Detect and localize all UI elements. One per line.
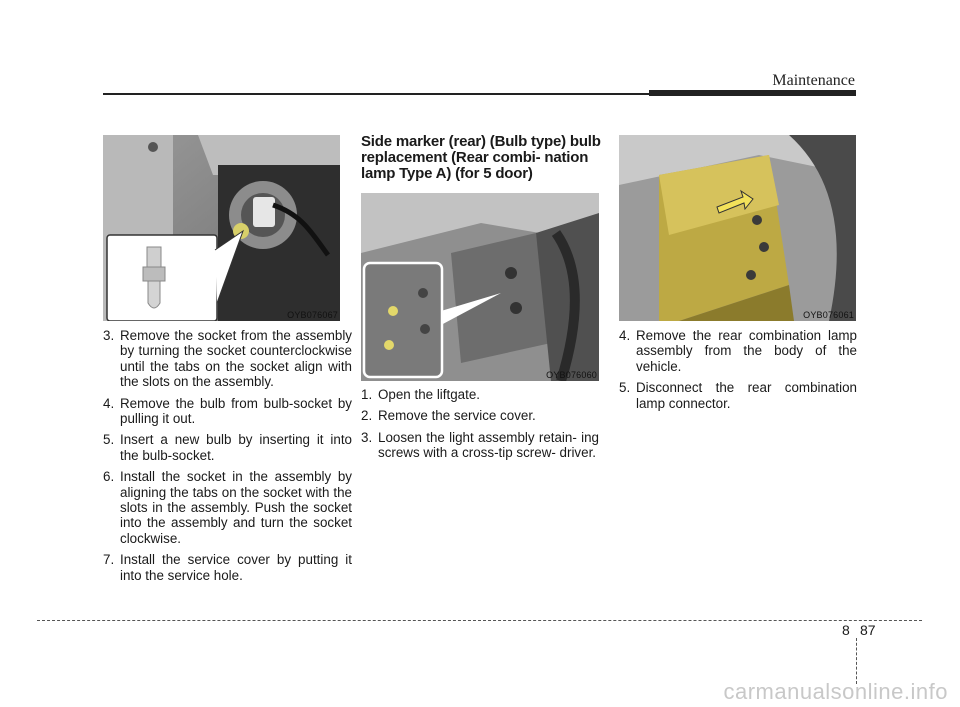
column2-steps — [361, 387, 599, 467]
chapter-number: 8 — [842, 622, 850, 638]
figure-code: OYB076067 — [287, 310, 338, 320]
footer-rule — [37, 620, 922, 621]
figure-retaining-screws — [361, 193, 599, 381]
column3-steps — [619, 328, 857, 417]
section-title: Maintenance — [772, 72, 855, 89]
figure-code: OYB076060 — [546, 370, 597, 380]
list-item — [361, 430, 599, 461]
list-item — [619, 380, 857, 411]
list-item — [103, 396, 352, 427]
step-text: Remove the service cover. — [378, 408, 536, 424]
header-rule-accent — [649, 90, 856, 96]
step-text: Remove the rear combination lamp assembly from the body of the vehicle. — [636, 328, 857, 374]
step-text: Loosen the light assembly retain- ing screws with a cross-tip screw- driver. — [378, 429, 599, 461]
step-text: Install the service cover by putting it into the service hole. — [120, 552, 352, 583]
figure-lamp-removal — [619, 135, 856, 321]
figure-code: OYB076061 — [803, 310, 854, 320]
column1-steps — [103, 328, 352, 589]
header-rule — [103, 93, 649, 95]
step-number: 2. — [361, 408, 373, 424]
step-text: Install the socket in the assembly by aligning the tabs on the socket with the slots in the assembly. Push the socket into the assembly and turn the socket clockwise. — [120, 469, 352, 546]
figure-socket-removal — [103, 135, 340, 321]
step-number: 4. — [103, 395, 115, 411]
step-number: 7. — [103, 552, 115, 568]
section-heading: Side marker (rear) (Bulb type) bulb replacement (Rear combi- nation lamp Type A) (for 5 door) — [361, 133, 601, 182]
list-item — [103, 328, 352, 390]
step-number: 1. — [361, 387, 373, 402]
list-item — [361, 387, 599, 402]
step-text: Insert a new bulb by inserting it into the bulb-socket. — [120, 432, 352, 463]
step-text: Open the liftgate. — [378, 387, 480, 402]
list-item — [103, 469, 352, 546]
step-number: 4. — [619, 328, 631, 343]
footer-divider — [856, 638, 857, 684]
step-text: Remove the bulb from bulb-socket by pulling it out. — [120, 395, 352, 427]
step-text: Disconnect the rear combination lamp connector. — [636, 380, 857, 411]
list-item — [619, 328, 857, 374]
step-number: 3. — [103, 328, 115, 343]
step-text: Remove the socket from the assembly by turning the socket counterclockwise until the tabs on the socket align with the slots on the assembly. — [120, 328, 352, 390]
list-item — [361, 408, 599, 423]
step-number: 3. — [361, 429, 373, 445]
page-number: 87 — [860, 622, 876, 638]
step-number: 6. — [103, 469, 115, 485]
list-item — [103, 432, 352, 463]
step-number: 5. — [619, 380, 631, 396]
step-number: 5. — [103, 432, 115, 448]
list-item — [103, 552, 352, 583]
watermark: carmanualsonline.info — [723, 679, 948, 704]
